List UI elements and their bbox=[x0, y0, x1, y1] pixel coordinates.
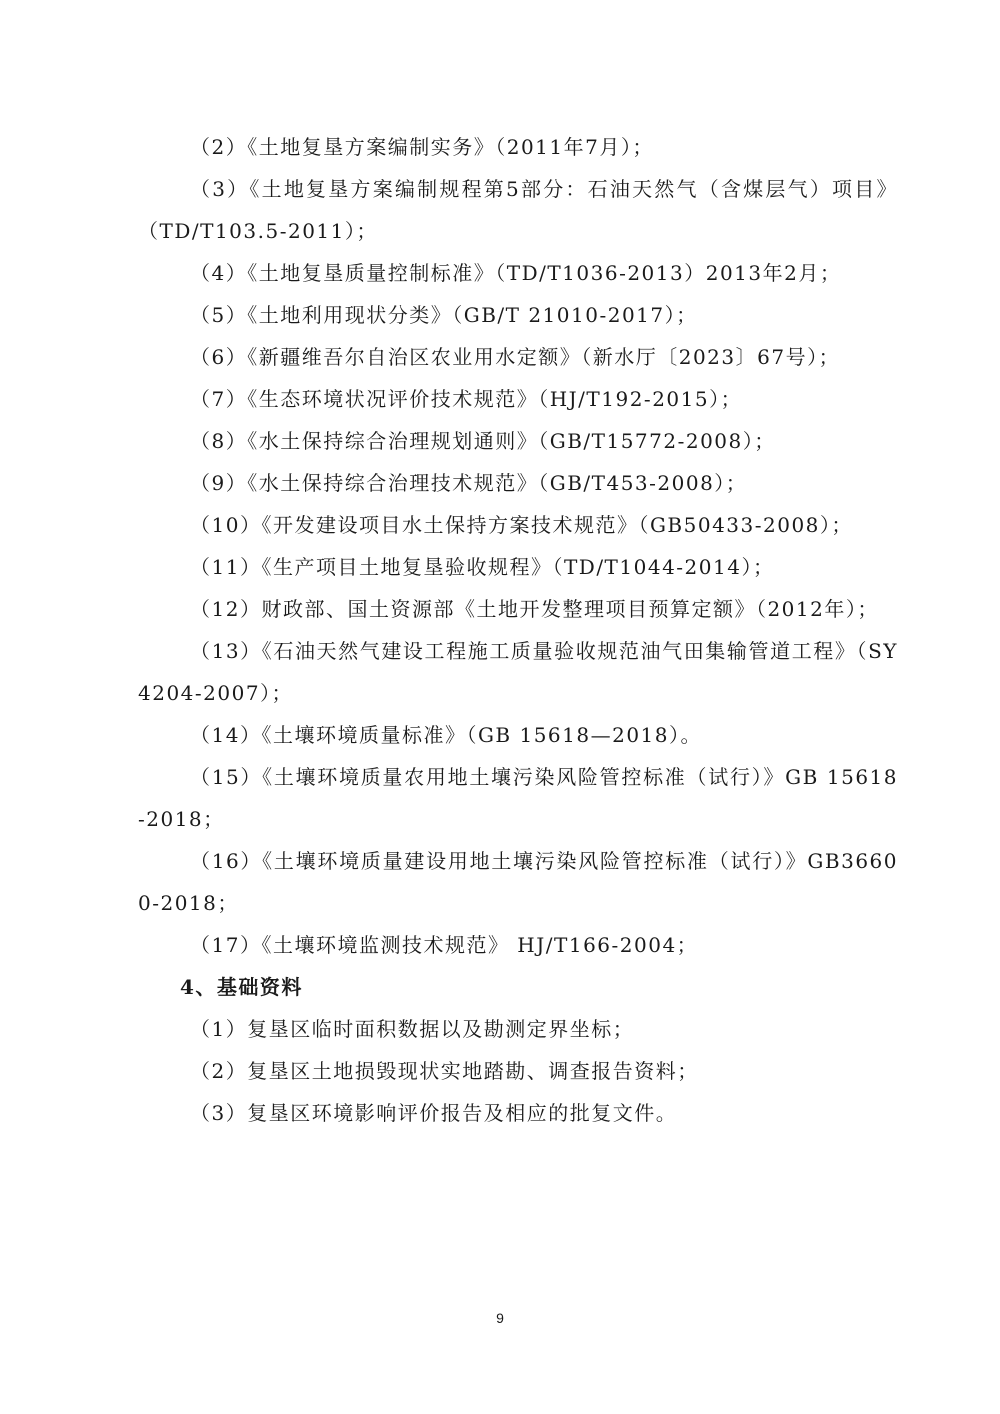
reference-item-14: （14）《土壤环境质量标准》（GB 15618—2018）。 bbox=[190, 723, 703, 747]
reference-item-12: （12）财政部、国土资源部《土地开发整理项目预算定额》（2012年）； bbox=[190, 597, 879, 621]
reference-item-9: （9）《水土保持综合治理技术规范》（GB/T453-2008）； bbox=[190, 471, 748, 495]
reference-item-15: （15）《土壤环境质量农用地土壤污染风险管控标准（试行）》GB 15618-2018； bbox=[138, 765, 898, 831]
reference-item-4: （4）《土地复垦质量控制标准》（TD/T1036-2013）2013年2月； bbox=[190, 261, 842, 285]
reference-item-3: （3）《土地复垦方案编制规程第5部分：石油天然气（含煤层气）项目》（TD/T103.5-2011）； bbox=[138, 177, 898, 243]
reference-item-11: （11）《生产项目土地复垦验收规程》（TD/T1044-2014）； bbox=[190, 555, 775, 579]
basic-material-item-3: （3）复垦区环境影响评价报告及相应的批复文件。 bbox=[190, 1101, 678, 1125]
reference-item-8: （8）《水土保持综合治理规划通则》（GB/T15772-2008）； bbox=[190, 429, 776, 453]
reference-item-7: （7）《生态环境状况评价技术规范》（HJ/T192-2015）； bbox=[190, 387, 743, 411]
reference-item-6: （6）《新疆维吾尔自治区农业用水定额》（新水厅〔2023〕67号）； bbox=[190, 345, 841, 369]
reference-item-5: （5）《土地利用现状分类》（GB/T 21010-2017）； bbox=[190, 303, 698, 327]
reference-item-16: （16）《土壤环境质量建设用地土壤污染风险管控标准（试行）》GB36600-2018； bbox=[138, 849, 898, 915]
reference-item-13: （13）《石油天然气建设工程施工质量验收规范油气田集输管道工程》（SY4204-2007）； bbox=[138, 639, 898, 705]
section-heading: 4、基础资料 bbox=[180, 975, 303, 999]
page-body bbox=[138, 126, 898, 1134]
reference-item-17: （17）《土壤环境监测技术规范》 HJ/T166-2004； bbox=[190, 933, 699, 957]
basic-material-item-2: （2）复垦区土地损毁现状实地踏勘、调查报告资料； bbox=[190, 1059, 699, 1083]
reference-item-10: （10）《开发建设项目水土保持方案技术规范》（GB50433-2008）； bbox=[190, 513, 853, 537]
basic-material-item-1: （1）复垦区临时面积数据以及勘测定界坐标； bbox=[190, 1017, 635, 1041]
page-number: 9 bbox=[496, 1310, 504, 1326]
reference-item-2: （2）《土地复垦方案编制实务》（2011年7月）； bbox=[190, 135, 654, 159]
